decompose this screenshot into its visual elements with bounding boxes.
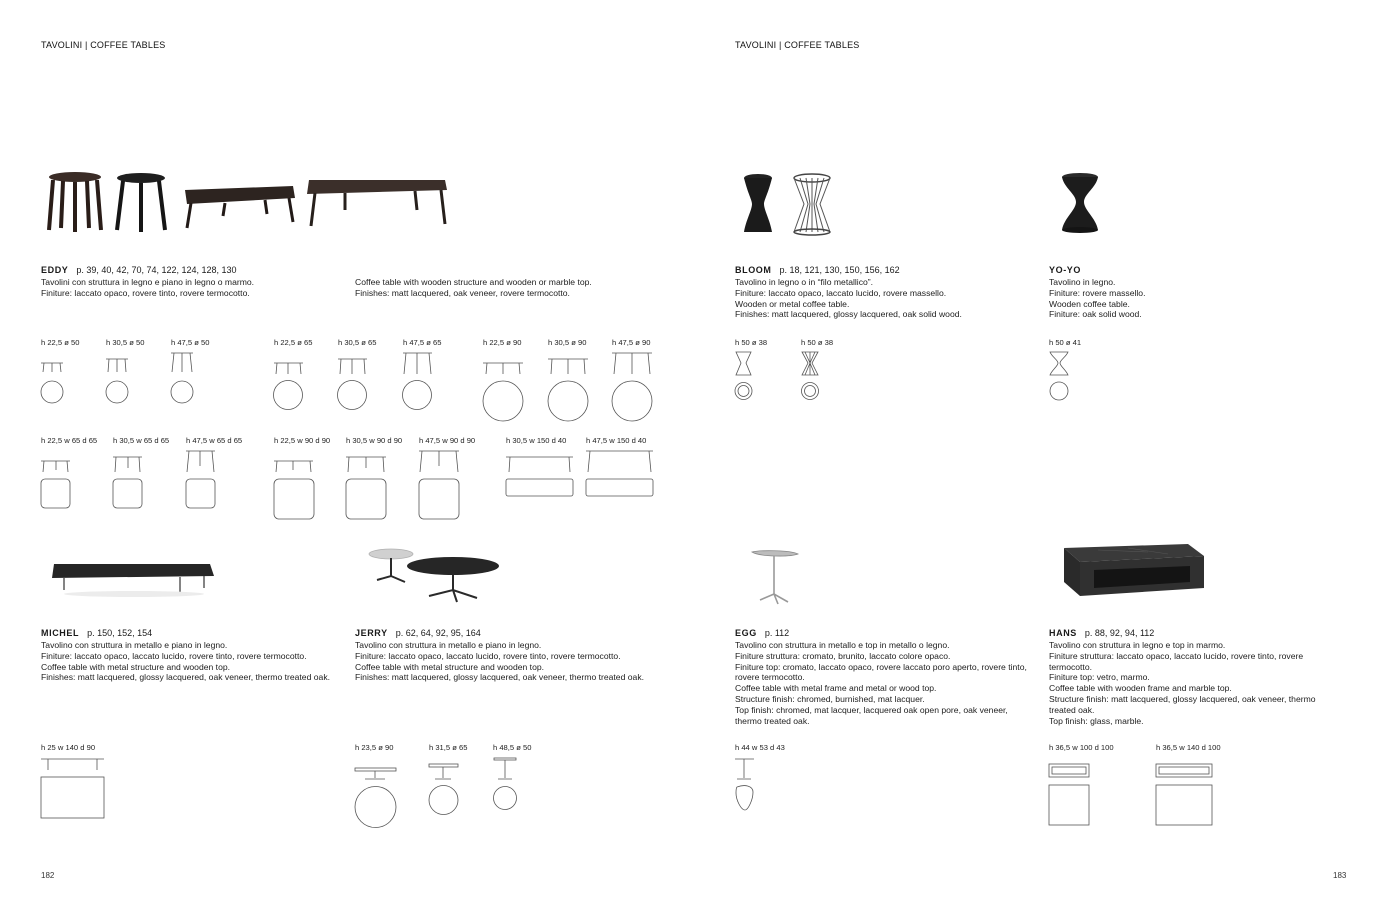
eddy-name: EDDY xyxy=(41,265,69,275)
egg-dim-label: h 44 w 53 d 43 xyxy=(735,743,785,752)
michel-line: Finiture: laccato opaco, laccato lucido, rovere tinto, rovere termocotto. xyxy=(41,650,307,661)
egg-line: Coffee table with metal frame and metal or wood top. xyxy=(735,683,937,694)
egg-line: Finiture top: cromato, laccato opaco, rovere laccato poro aperto, rovere tinto, rovere termocotto. xyxy=(735,661,1027,683)
hans-name: HANS xyxy=(1049,628,1077,638)
egg-pages: p. 112 xyxy=(764,628,790,638)
egg-line: Top finish: chromed, mat lacquer, lacquered oak open pore, oak veneer, thermo treated oak. xyxy=(735,704,1008,726)
hans-line: Top finish: glass, marble. xyxy=(1049,715,1144,726)
yoyo-line: Tavolino in legno. xyxy=(1049,277,1116,287)
eddy-dim-label: h 30,5 ø 65 xyxy=(338,338,377,347)
michel-pages: p. 150, 152, 154 xyxy=(87,628,153,638)
eddy-dim-label: h 47,5 ø 65 xyxy=(403,338,442,347)
eddy-dim-label: h 22,5 ø 50 xyxy=(41,338,80,347)
bloom-line: Tavolino in legno o in “filo metallico”. xyxy=(735,277,874,287)
egg-line: Tavolino con struttura in metallo e top in metallo o legno. xyxy=(735,640,950,650)
section-header-left: TAVOLINI | COFFEE TABLES xyxy=(41,40,166,50)
jerry-dim-label: h 23,5 ø 90 xyxy=(355,743,394,752)
jerry-line: Finiture: laccato opaco, laccato lucido, rovere tinto, rovere termocotto. xyxy=(355,650,621,661)
eddy-dim-label: h 47,5 w 90 d 90 xyxy=(419,436,476,445)
eddy-dim-label: h 30,5 ø 90 xyxy=(548,338,587,347)
bloom-dim-label: h 50 ø 38 xyxy=(801,338,834,347)
hans-drawing-w100 xyxy=(1049,764,1089,825)
hans-dim-label: h 36,5 w 100 d 100 xyxy=(1049,743,1114,752)
eddy-dim-label: h 47,5 w 65 d 65 xyxy=(186,436,243,445)
eddy-dim-label: h 22,5 ø 90 xyxy=(483,338,522,347)
bloom-line: Finishes: matt lacquered, glossy lacquered, oak solid wood. xyxy=(735,309,962,320)
egg-line: Structure finish: chromed, burnished, mat lacquer. xyxy=(735,693,925,704)
eddy-it-line: Tavolini con struttura in legno e piano in legno o marmo. xyxy=(41,277,255,287)
eddy-en-line: Coffee table with wooden structure and wooden or marble top. xyxy=(355,277,592,287)
jerry-drawing-d65 xyxy=(429,764,458,815)
michel-line: Coffee table with metal structure and wooden top. xyxy=(41,661,231,672)
page-number-left: 182 xyxy=(41,871,55,880)
eddy-dim-label: h 30,5 w 90 d 90 xyxy=(346,436,403,445)
hans-drawing-w140 xyxy=(1156,764,1212,825)
jerry-name: JERRY xyxy=(355,628,388,638)
michel-drawing xyxy=(41,759,104,818)
eddy-dim-label: h 22,5 w 90 d 90 xyxy=(274,436,331,445)
jerry-line: Tavolino con struttura in metallo e piano in legno. xyxy=(355,640,542,650)
michel-dim-label: h 25 w 140 d 90 xyxy=(41,743,96,752)
bloom-line: Wooden or metal coffee table. xyxy=(735,298,850,309)
eddy-dim-label: h 47,5 ø 90 xyxy=(612,338,651,347)
michel-line: Tavolino con struttura in metallo e piano in legno. xyxy=(41,640,228,650)
egg-line: Finiture struttura: cromato, brunito, laccato colore opaco. xyxy=(735,650,951,661)
eddy-dim-label: h 30,5 w 150 d 40 xyxy=(506,436,567,445)
yoyo-line: Wooden coffee table. xyxy=(1049,298,1130,309)
jerry-drawing-d50 xyxy=(494,758,517,810)
bloom-pages: p. 18, 121, 130, 150, 156, 162 xyxy=(779,265,900,275)
hans-line: Finiture top: vetro, marmo. xyxy=(1049,672,1150,683)
hans-line: Tavolino con struttura in legno e top in marmo. xyxy=(1049,640,1226,650)
yoyo-line: Finiture: oak solid wood. xyxy=(1049,309,1142,320)
hans-line: Structure finish: matt lacquered, glossy lacquered, oak veneer, thermo treated oak. xyxy=(1049,693,1316,715)
eddy-dim-label: h 47,5 ø 50 xyxy=(171,338,210,347)
hans-line: Coffee table with wooden frame and marble top. xyxy=(1049,683,1232,694)
bloom-line: Finiture: laccato opaco, laccato lucido, rovere massello. xyxy=(735,287,947,298)
hans-line: Finiture struttura: laccato opaco, laccato lucido, rovere tinto, rovere termocotto. xyxy=(1049,650,1304,672)
eddy-dim-label: h 22,5 w 65 d 65 xyxy=(41,436,98,445)
egg-drawing xyxy=(735,759,754,810)
jerry-dim-label: h 31,5 ø 65 xyxy=(429,743,468,752)
jerry-line: Coffee table with metal structure and wooden top. xyxy=(355,661,545,672)
egg-name: EGG xyxy=(735,628,757,638)
eddy-dim-label: h 30,5 ø 50 xyxy=(106,338,145,347)
section-header-right: TAVOLINI | COFFEE TABLES xyxy=(735,40,860,50)
eddy-dim-label: h 47,5 w 150 d 40 xyxy=(586,436,647,445)
michel-name: MICHEL xyxy=(41,628,80,638)
bloom-name: BLOOM xyxy=(735,265,772,275)
bloom-dim-label: h 50 ø 38 xyxy=(735,338,768,347)
hans-dim-label: h 36,5 w 140 d 100 xyxy=(1156,743,1221,752)
eddy-en-line: Finishes: matt lacquered, oak veneer, rovere termocotto. xyxy=(355,287,570,298)
yoyo-name: YO-YO xyxy=(1049,265,1082,275)
eddy-pages: p. 39, 40, 42, 70, 74, 122, 124, 128, 130 xyxy=(76,265,237,275)
hans-pages: p. 88, 92, 94, 112 xyxy=(1084,628,1155,638)
eddy-dim-label: h 22,5 ø 65 xyxy=(274,338,313,347)
jerry-dim-label: h 48,5 ø 50 xyxy=(493,743,532,752)
eddy-it-line: Finiture: laccato opaco, rovere tinto, rovere termocotto. xyxy=(41,287,250,298)
yoyo-dim-label: h 50 ø 41 xyxy=(1049,338,1082,347)
eddy-dim-label: h 30,5 w 65 d 65 xyxy=(113,436,170,445)
jerry-line: Finishes: matt lacquered, glossy lacquered, oak veneer, thermo treated oak. xyxy=(355,672,645,683)
michel-line: Finishes: matt lacquered, glossy lacquered, oak veneer, thermo treated oak. xyxy=(41,672,331,683)
jerry-drawing-d90 xyxy=(355,768,396,828)
jerry-pages: p. 62, 64, 92, 95, 164 xyxy=(395,628,481,638)
yoyo-line: Finiture: rovere massello. xyxy=(1049,287,1146,298)
page-number-right: 183 xyxy=(1333,871,1347,880)
